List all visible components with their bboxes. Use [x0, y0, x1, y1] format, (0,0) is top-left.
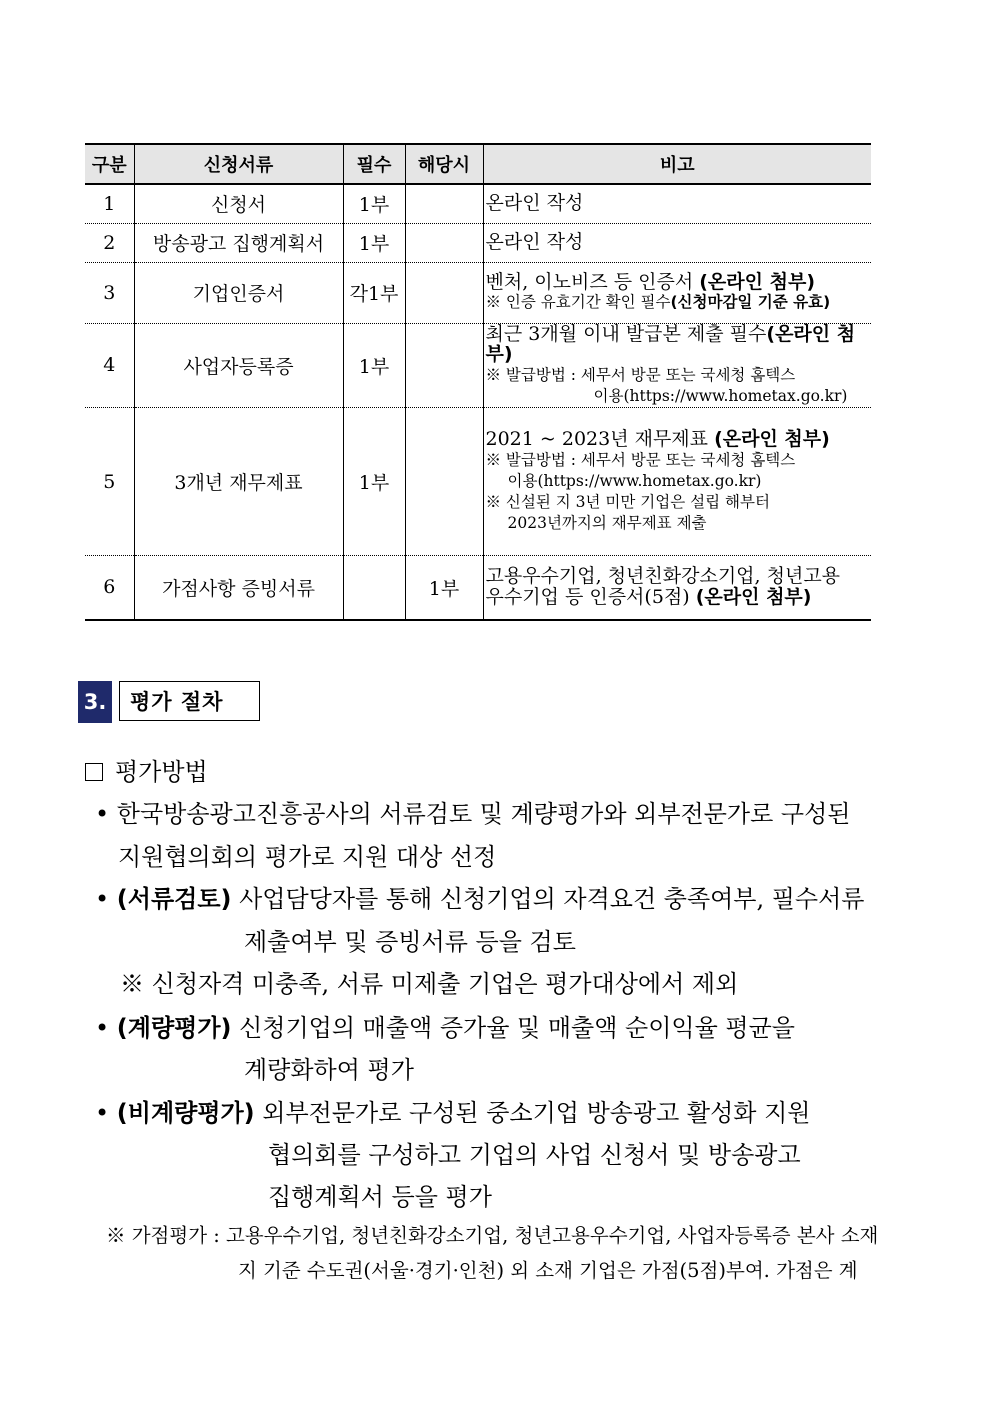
row-no: 6 [85, 556, 134, 620]
header-if-applicable: 해당시 [405, 144, 483, 184]
section-number: 3. [78, 681, 112, 723]
row-optional [405, 223, 483, 262]
table-row [85, 262, 871, 323]
row-remarks: 벤처, 이노비즈 등 인증서 (온라인 첨부) ※ 인증 유효기간 확인 필수(신청마감일 기준 유효) [483, 262, 871, 323]
header-document: 신청서류 [134, 144, 343, 184]
row-optional: 1부 [405, 556, 483, 620]
row-no: 3 [85, 262, 134, 323]
table-header-row [85, 144, 871, 184]
row-document: 사업자등록증 [134, 323, 343, 408]
table-row [85, 556, 871, 620]
paragraph-line: 집행계획서 등을 평가 [268, 1183, 492, 1211]
row-required: 1부 [343, 184, 405, 223]
header-required: 필수 [343, 144, 405, 184]
row-document: 3개년 재무제표 [134, 408, 343, 556]
paragraph-line: 협의회를 구성하고 기업의 사업 신청서 및 방송광고 [268, 1141, 801, 1169]
paragraph-line: 제출여부 및 증빙서류 등을 검토 [244, 928, 576, 956]
row-no: 4 [85, 323, 134, 408]
row-optional [405, 184, 483, 223]
row-optional [405, 262, 483, 323]
required-documents-table [85, 143, 871, 621]
row-required: 1부 [343, 223, 405, 262]
checkbox-square-icon [85, 763, 103, 781]
table-row [85, 184, 871, 223]
note-line: 지 기준 수도권(서울·경기·인천) 외 소재 기업은 가점(5점)부여. 가점은 계 [238, 1259, 858, 1282]
row-remarks: 최근 3개월 이내 발급본 제출 필수(온라인 첨부) ※ 발급방법 : 세무서 방문 또는 국세청 홈텍스 이용(https://www.hometax.go.kr) [483, 323, 871, 408]
row-document: 신청서 [134, 184, 343, 223]
paragraph-line: • (계량평가) 신청기업의 매출액 증가율 및 매출액 순이익율 평균을 [95, 1014, 795, 1042]
row-remarks: 온라인 작성 [483, 223, 871, 262]
row-no: 1 [85, 184, 134, 223]
header-no: 구분 [85, 144, 134, 184]
table-row [85, 408, 871, 556]
subheading: 평가방법 [85, 752, 208, 787]
paragraph-line: 지원협의회의 평가로 지원 대상 선정 [118, 843, 497, 871]
row-no: 2 [85, 223, 134, 262]
row-remarks: 2021 ~ 2023년 재무제표 (온라인 첨부) ※ 발급방법 : 세무서 방문 또는 국세청 홈텍스 이용(https://www.hometax.go.kr) ※ 신설된 지 3년 미만 기업은 설립 해부터 2023년까지의 재무제표 제출 [483, 408, 871, 556]
note-line: ※ 신청자격 미충족, 서류 미제출 기업은 평가대상에서 제외 [120, 970, 739, 998]
header-remarks: 비고 [483, 144, 871, 184]
row-remarks: 고용우수기업, 청년친화강소기업, 청년고용 우수기업 등 인증서(5점) (온라인 첨부) [483, 556, 871, 620]
table-row [85, 223, 871, 262]
row-optional [405, 323, 483, 408]
row-required: 1부 [343, 323, 405, 408]
row-required: 1부 [343, 408, 405, 556]
row-document: 방송광고 집행계획서 [134, 223, 343, 262]
row-document: 기업인증서 [134, 262, 343, 323]
section-title: 평가 절차 [119, 681, 260, 721]
paragraph-line: • 한국방송광고진흥공사의 서류검토 및 계량평가와 외부전문가로 구성된 [95, 800, 851, 828]
row-remarks: 온라인 작성 [483, 184, 871, 223]
table-row [85, 323, 871, 408]
row-required: 각1부 [343, 262, 405, 323]
row-required [343, 556, 405, 620]
row-optional [405, 408, 483, 556]
paragraph-line: • (서류검토) 사업담당자를 통해 신청기업의 자격요건 충족여부, 필수서류 [95, 885, 865, 913]
row-no: 5 [85, 408, 134, 556]
paragraph-line: • (비계량평가) 외부전문가로 구성된 중소기업 방송광고 활성화 지원 [95, 1099, 811, 1127]
paragraph-line: 계량화하여 평가 [244, 1056, 414, 1084]
note-line: ※ 가점평가 : 고용우수기업, 청년친화강소기업, 청년고용우수기업, 사업자등록증 본사 소재 [106, 1224, 879, 1247]
row-document: 가점사항 증빙서류 [134, 556, 343, 620]
